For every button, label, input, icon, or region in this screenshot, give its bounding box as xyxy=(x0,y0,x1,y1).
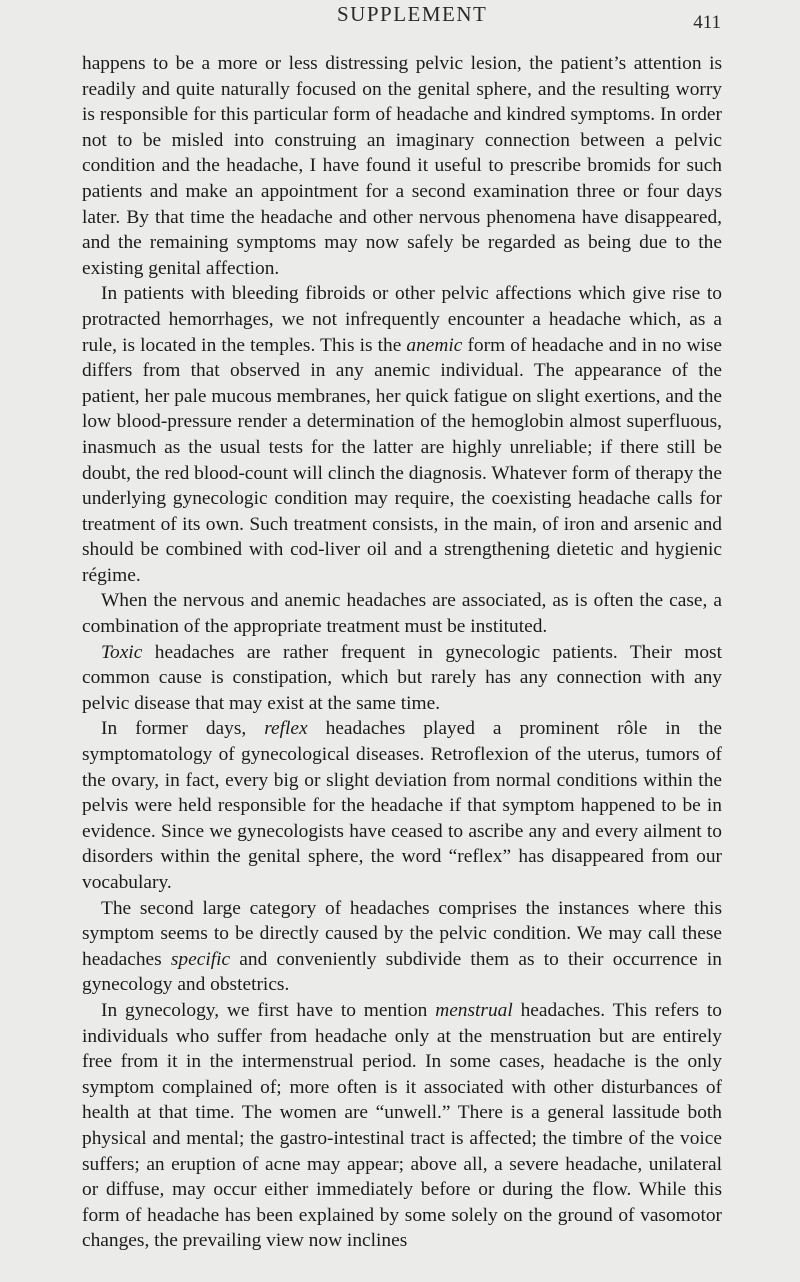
page-number: 411 xyxy=(693,12,721,33)
paragraph-7 xyxy=(82,998,722,1254)
italic-term-toxic: Toxic xyxy=(101,641,143,663)
italic-term-anemic: anemic xyxy=(406,334,463,356)
italic-term-reflex: reflex xyxy=(264,718,308,740)
italic-term-specific: specific xyxy=(170,948,231,970)
paragraph-4 xyxy=(82,640,722,717)
italic-term-menstrual: menstrual xyxy=(435,999,513,1021)
body-text xyxy=(82,51,722,1254)
running-head: SUPPLEMENT xyxy=(337,2,488,26)
paragraph-3 xyxy=(82,588,722,639)
paragraph-text: and conveniently subdivide them as to their occurrence in gynecology and obstetrics. xyxy=(82,948,722,996)
paragraph-2 xyxy=(82,281,722,588)
paragraph-1 xyxy=(82,51,722,281)
paragraph-text: form of headache and in no wise differs from that observed in any anemic individual. The appearance of the patient, her pale mucous membranes, her quick fatigue on slight exertions, and the low blood-pressure render a determination of the hemoglobin almost superfluous, inasmuch as the usual tests for the latter are highly unreliable; if there still be doubt, the red blood-count will clinch the diagnosis. Whatever form of therapy the underlying gynecologic condition may require, the coexisting headache calls for treatment of its own. Such treatment consists, in the main, of iron and arsenic and should be combined with cod-liver oil and a strengthening dietetic and hygienic régime. xyxy=(82,334,722,586)
paragraph-text: The second large category of headaches comprises the instances where this symptom seems to be directly caused by the pelvic condition. We may call these headaches xyxy=(82,897,722,970)
paragraph-6 xyxy=(82,896,722,998)
paragraph-text: In gynecology, we first have to mention xyxy=(101,999,436,1021)
paragraph-text: headaches. This refers to individuals who suffer from headache only at the menstruation but are entirely free from it in the intermenstrual period. In some cases, headache is the only symptom complained of; more often is it associated with other disturbances of health at that time. The women are “unwell.” There is a general lassitude both physical and mental; the gastro-intestinal tract is affected; the timbre of the voice suffers; an eruption of acne may appear; above all, a severe headache, unilateral or diffuse, may occur either immediately before or during the flow. While this form of headache has been explained by some solely on the ground of vasomotor changes, the prevailing view now inclines xyxy=(82,999,722,1252)
paragraph-text: In former days, xyxy=(101,718,265,740)
paragraph-text: headaches are rather frequent in gynecologic patients. Their most common cause is constipation, which but rarely has any connection with any pelvic disease that may exist at the same time. xyxy=(82,641,722,714)
paragraph-5 xyxy=(82,716,722,895)
paragraph-text: happens to be a more or less distressing pelvic lesion, the patient’s attention is readily and quite naturally focused on the genital sphere, and the resulting worry is responsible for this particular form of headache and kindred symptoms. In order not to be misled into construing an imaginary connection between a pelvic condition and the headache, I have found it useful to prescribe bromids for such patients and make an appointment for a second examination three or four days later. By that time the headache and other nervous phenomena have disappeared, and the remaining symptoms may now safely be regarded as being due to the existing genital affection. xyxy=(82,53,722,279)
paragraph-text: When the nervous and anemic headaches are associated, as is often the case, a combination of the appropriate treatment must be instituted. xyxy=(82,590,722,638)
paragraph-text: headaches played a prominent rôle in the symptomatology of gynecological diseases. Retroflexion of the uterus, tumors of the ovary, in fact, every big or slight deviation from normal conditions within the pelvis were held responsible for the headache if that symptom happened to be in evidence. Since we gynecologists have ceased to ascribe any and every ailment to disorders within the genital sphere, the word “reflex” has disappeared from our vocabulary. xyxy=(82,718,723,893)
paragraph-text: In patients with bleeding fibroids or other pelvic affections which give rise to protracted hemorrhages, we not infrequently encounter a headache which, as a rule, is located in the temples. This is the xyxy=(82,283,722,356)
